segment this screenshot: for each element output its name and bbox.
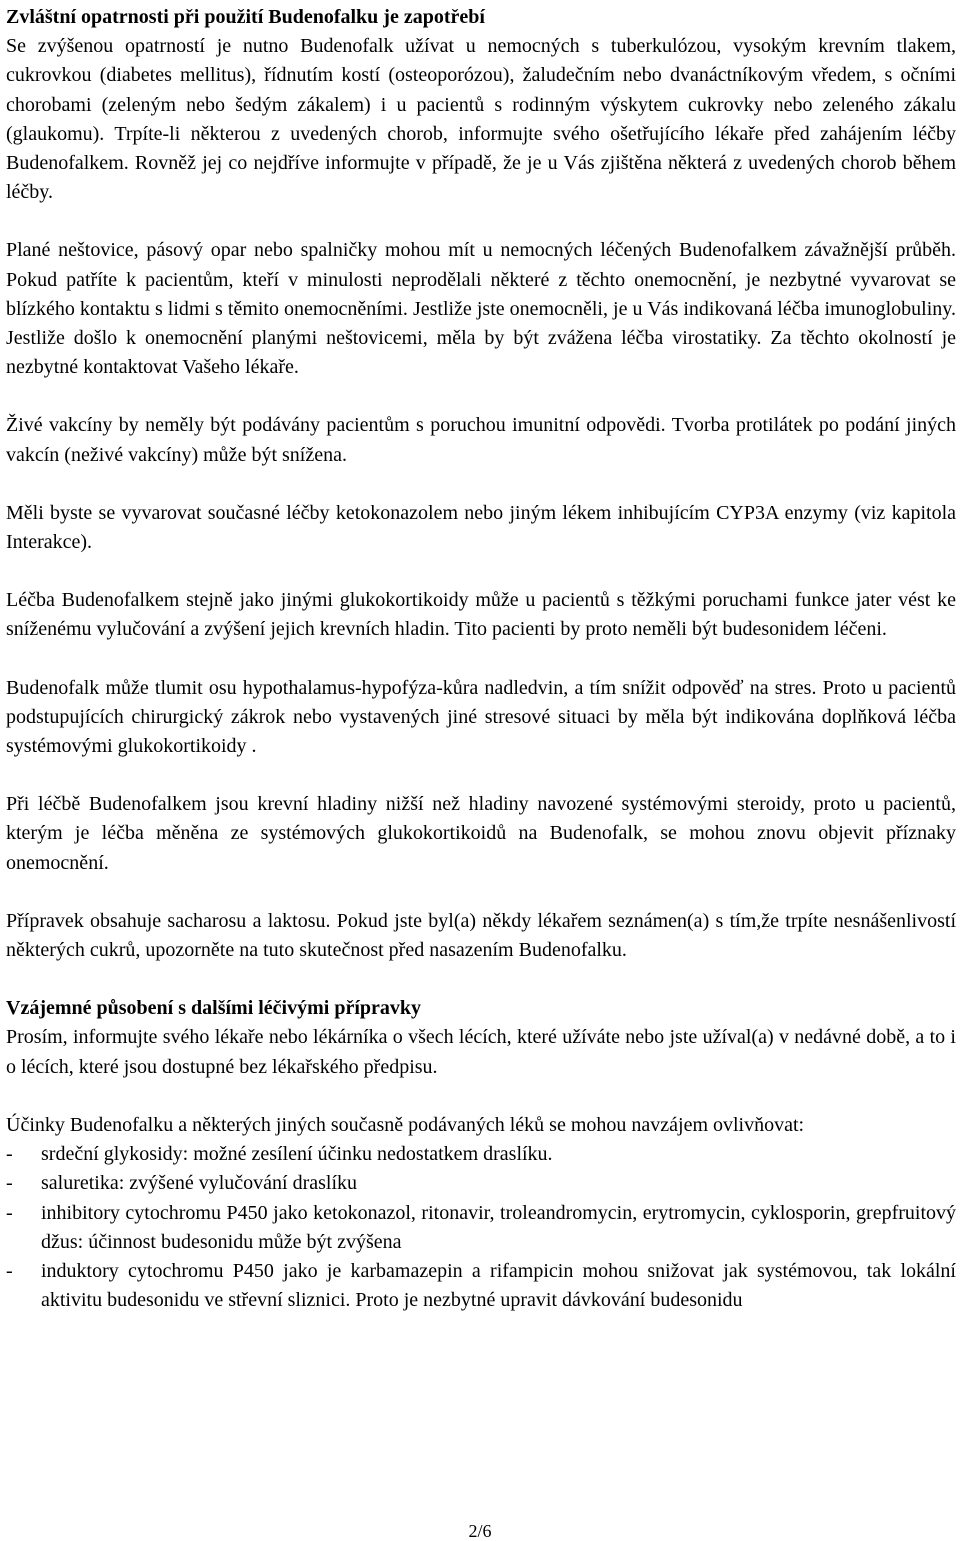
paragraph-ketoconazole: Měli byste se vyvarovat současné léčby ketokonazolem nebo jiným lékem inhibujícím CYP3A enzymy (viz kapitola Interakce).: [6, 501, 956, 554]
section-heading-precautions: Zvláštní opatrnosti při použití Budenofalku je zapotřebí: [6, 6, 485, 28]
list-item: [6, 1140, 956, 1169]
list-dash: -: [6, 1201, 13, 1224]
paragraph-chickenpox: Plané neštovice, pásový opar nebo spalničky mohou mít u nemocných léčených Budenofalkem závažnější průběh. Pokud patříte k pacientům, kteří v minulosti neprodělali některé z těchto onemocnění, je nezbytné vyvarovat se blízkého kontaktu s lidmi s těmito onemocněními. Jestliže jste onemocněli, je u Vás indikovaná léčba imunoglobuliny. Jestliže došlo k onemocnění planými neštovicemi, měla by být zvážena léčba virostatiky. Za těchto okolností je nezbytné kontaktovat Vašeho lékaře.: [6, 239, 956, 379]
paragraph-sucrose-lactose: Přípravek obsahuje sacharosu a laktosu. Pokud jste byl(a) někdy lékařem seznámen(a) s tím,že trpíte nesnášenlivostí některých cukrů, upozorněte na tuto skutečnost před nasazením Budenofalku.: [6, 909, 956, 962]
paragraph-interactions-lead: Účinky Budenofalku a některých jiných současně podávaných léků se mohou navzájem ovlivňovat:: [6, 1113, 805, 1136]
list-item: [6, 1257, 956, 1315]
list-item-text: saluretika: zvýšené vylučování draslíku: [41, 1172, 358, 1195]
section-heading-interactions: Vzájemné působení s dalšími léčivými přípravky: [6, 997, 422, 1020]
document-page: [6, 3, 956, 1315]
list-dash: -: [6, 1259, 13, 1282]
paragraph-blood-levels: Při léčbě Budenofalkem jsou krevní hladiny nižší než hladiny navozené systémovými steroidy, proto u pacientů, kterým je léčba měněna ze systémových glukokortikoidů na Budenofalk, se mohou znovu objevit příznaky onemocnění.: [6, 793, 956, 874]
list-item-text: srdeční glykosidy: možné zesílení účinku nedostatkem draslíku.: [41, 1143, 553, 1166]
list-item: [6, 1199, 956, 1257]
list-dash: -: [6, 1143, 13, 1166]
list-item: [6, 1169, 956, 1198]
paragraph-vaccines: Živé vakcíny by neměly být podávány pacientům s poruchou imunitní odpovědi. Tvorba protilátek po podání jiných vakcín (neživé vakcíny) může být snížena.: [6, 414, 956, 466]
paragraph-liver-function: Léčba Budenofalkem stejně jako jinými glukokortikoidy může u pacientů s těžkými poruchami funkce jater vést ke sníženému vylučování a zvýšení jejich krevních hladin. Tito pacienti by proto neměli být budesonidem léčeni.: [6, 589, 956, 641]
paragraph-interactions-intro: Prosím, informujte svého lékaře nebo lékárníka o všech lécích, které užíváte nebo jste užíval(a) v nedávné době, a to i o lécích, které jsou dostupné bez lékařského předpisu.: [6, 1026, 956, 1078]
paragraph-precautions-diseases: Se zvýšenou opatrností je nutno Budenofalk užívat u nemocných s tuberkulózou, vysokým krevním tlakem, cukrovkou (diabetes mellitus), řídnutím kostí (osteoporózou), žaludečním nebo dvanáctníkovým vředem, s očními chorobami (zeleným nebo šedým zákalem) i u pacientů s rodinným výskytem cukrovky nebo zeleného zákalu (glaukomu). Trpíte-li některou z uvedených chorob, informujte svého ošetřujícího lékaře před zahájením léčby Budenofalkem. Rovněž jej co nejdříve informujte v případě, že je u Vás zjištěna některá z uvedených chorob během léčby.: [6, 35, 956, 204]
list-item-text: induktory cytochromu P450 jako je karbamazepin a rifampicin mohou snižovat jak systémovou, tak lokální aktivitu budesonidu ve střevní sliznici. Proto je nezbytné upravit dávkování budesonidu: [41, 1259, 956, 1312]
page-number: 2/6: [468, 1521, 492, 1541]
list-item-text: inhibitory cytochromu P450 jako ketokonazol, ritonavir, troleandromycin, erytromycin, cyklosporin, grepfruitový džus: účinnost budesonidu může být zvýšena: [41, 1201, 956, 1253]
paragraph-stress-response: Budenofalk může tlumit osu hypothalamus-hypofýza-kůra nadledvin, a tím snížit odpověď na stres. Proto u pacientů podstupujících chirurgický zákrok nebo vystavených jiné stresové situaci by měla být indikována doplňková léčba systémovými glukokortikoidy .: [6, 676, 956, 758]
interaction-list: [6, 1140, 956, 1315]
list-dash: -: [6, 1172, 13, 1195]
